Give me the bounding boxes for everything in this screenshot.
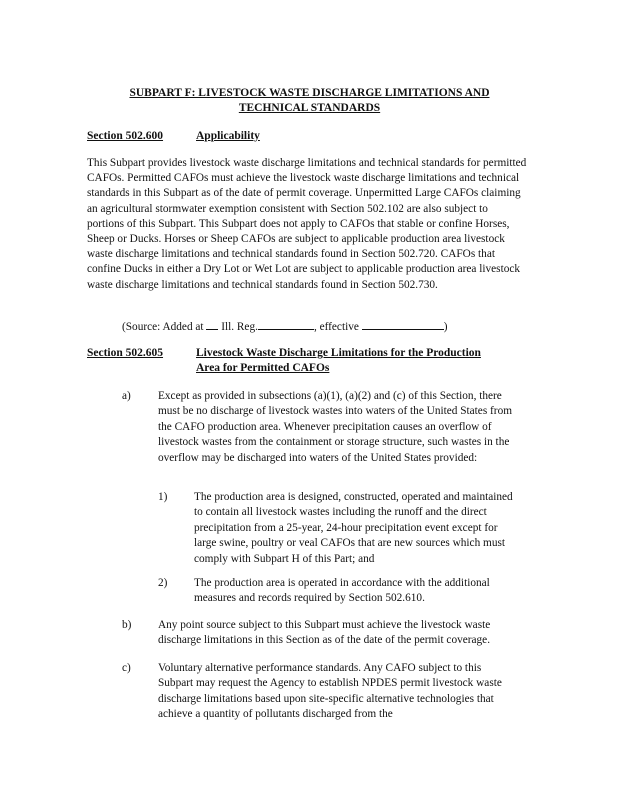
subitem-1-label: 1) [158, 491, 168, 503]
source-effective: , effective [313, 321, 359, 333]
subitem-2-text: The production area is operated in accordance with the additional measures and records required by Section 502.610. [194, 577, 490, 605]
item-a-text: Except as provided in subsections (a)(1), (a)(2) and (c) of this Section, there must be no discharge of livestock wastes into waters of the United States from the CAFO production area. Whenever precipitation causes an overflow of livestock wastes from the containment or storage structure, such wastes in the overflow may be discharged into waters of the United States provided: [158, 390, 512, 464]
item-b-label: b) [122, 619, 132, 631]
section-600-body-text: This Subpart provides livestock waste discharge limitations and technical standards for permitted CAFOs. Permitted CAFOs must achieve the livestock waste discharge limitations and technical standards in this Subpart as of the date of permit coverage. Unpermitted Large CAFOs claiming an agricultural stormwater exemption consistent with Section 502.102 are also subject to portions of this Subpart. This Subpart does not apply to CAFOs that stable or confine Horses, Sheep or Ducks. Horses or Sheep CAFOs are subject to applicable production area livestock waste discharge limitations and technical standards found in Section 502.720. CAFOs that confine Ducks in either a Dry Lot or Wet Lot are subject to applicable production area livestock waste discharge limitations and technical standards found in Section 502.730. [87, 157, 527, 291]
section-605-number: Section 502.605 [87, 347, 164, 359]
section-600-body [87, 156, 527, 293]
date-blank [362, 319, 444, 330]
subitem-1-text: The production area is designed, constructed, operated and maintained to contain all livestock wastes including the runoff and the direct precipitation from a 25-year, 24-hour precipitation event except for large swine, poultry or veal CAFOs that are new sources which must comply with Subpart H of this Part; and [194, 491, 513, 565]
source-suffix: ) [443, 321, 448, 333]
section-600-number: Section 502.600 [87, 130, 164, 142]
source-mid: Ill. Reg. [218, 321, 258, 333]
section-605-heading-line-1: Livestock Waste Discharge Limitations for the Production [196, 347, 481, 359]
source-prefix: (Source: Added at [122, 321, 207, 333]
item-b-text: Any point source subject to this Subpart must achieve the livestock waste discharge limitations in this Section as of the date of the permit coverage. [158, 619, 491, 647]
page-blank [258, 319, 314, 330]
item-a-label: a) [122, 390, 131, 402]
subpart-title-line-2: TECHNICAL STANDARDS [238, 102, 381, 114]
subpart-title-line-1: SUBPART F: LIVESTOCK WASTE DISCHARGE LIMITATIONS AND [129, 87, 490, 99]
item-c-label: c) [122, 662, 131, 674]
section-600-heading: Applicability [196, 130, 260, 142]
section-605-heading [196, 346, 516, 376]
section-605-heading-line-2: Area for Permitted CAFOs [196, 362, 330, 374]
item-c-text: Voluntary alternative performance standards. Any CAFO subject to this Subpart may request the Agency to establish NPDES permit livestock waste discharge limitations based upon site-specific alternative technologies that achieve a quantity of pollutants discharged from the [158, 662, 502, 721]
source-note [122, 319, 447, 335]
volume-blank [206, 319, 218, 330]
subitem-2-label: 2) [158, 577, 168, 589]
subpart-title [100, 86, 519, 116]
